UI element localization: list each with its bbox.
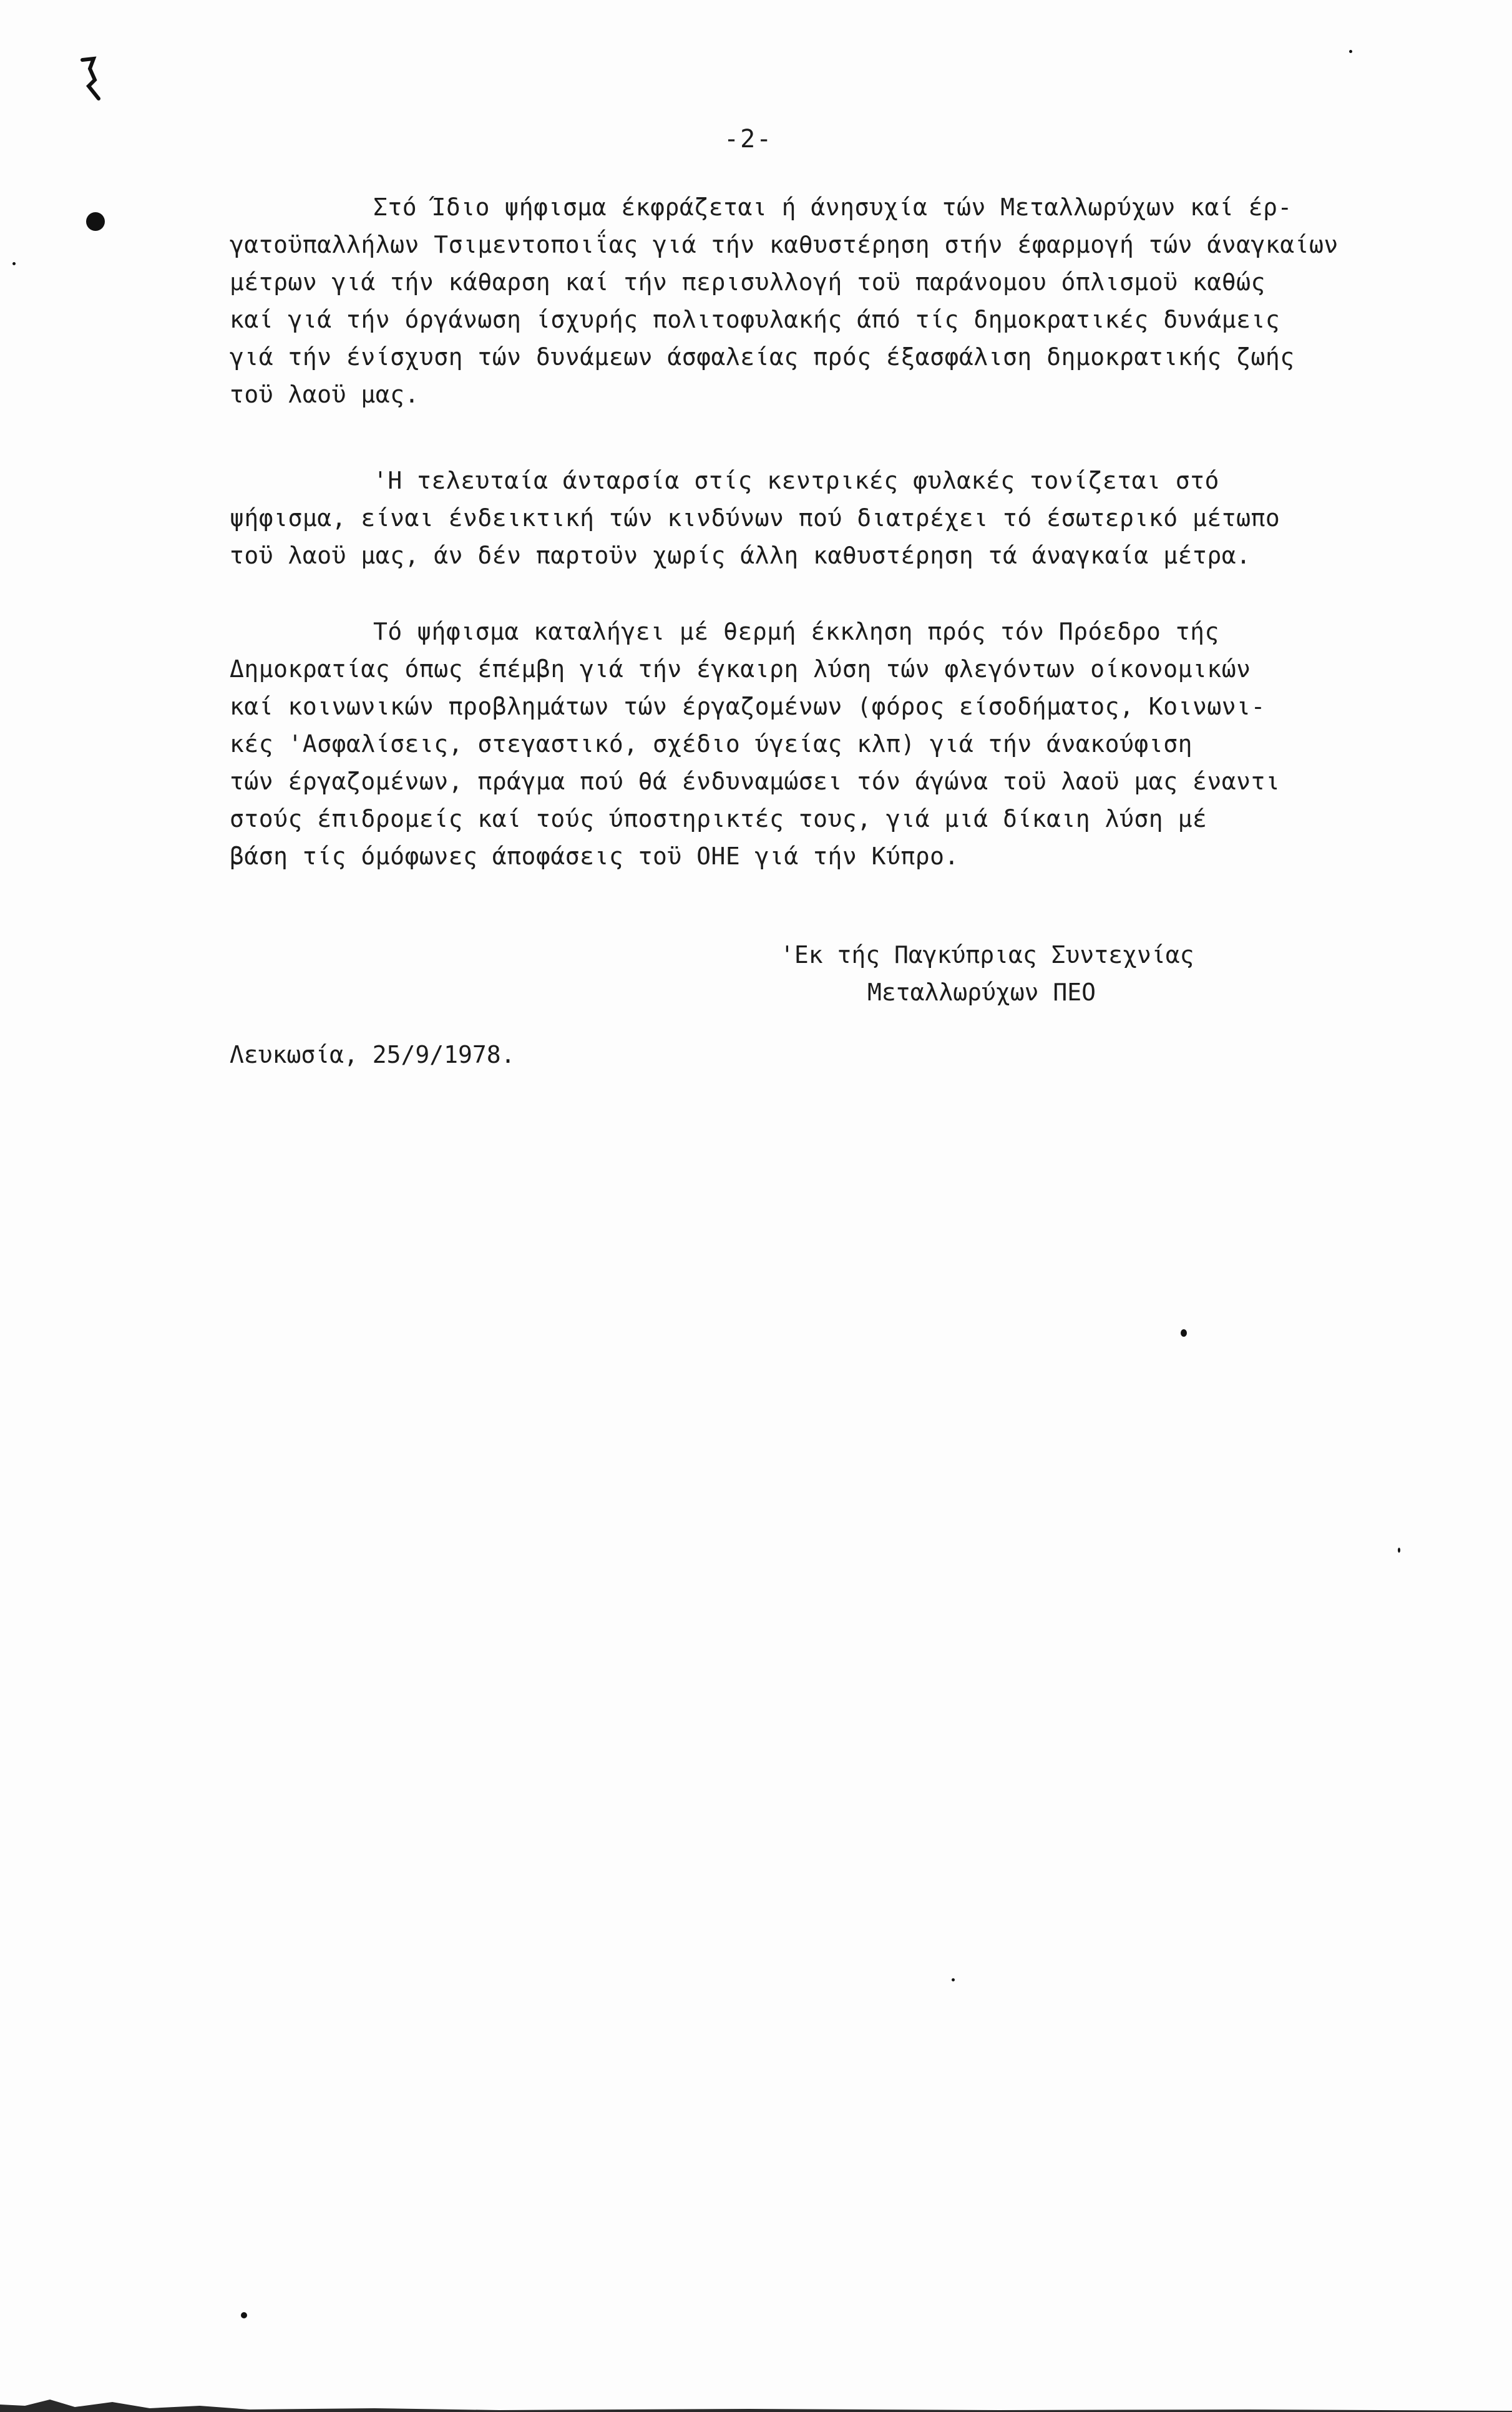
signature-union: Μεταλλωρύχων ΠΕΟ bbox=[867, 979, 1096, 1006]
hole-punch-mark bbox=[86, 212, 105, 231]
paragraph-line: γιά τήν ένίσχυση τών δυνάμεων άσφαλείας πρός έξασφάλιση δημοκρατικής ζωής bbox=[230, 343, 1295, 371]
paragraph-line: καί γιά τήν όργάνωση ίσχυρής πολιτοφυλακής άπό τίς δημοκρατικές δυνάμεις bbox=[230, 306, 1280, 333]
paragraph-line: βάση τίς όμόφωνες άποφάσεις τοϋ ΟΗΕ γιά τήν Κύπρο. bbox=[230, 842, 959, 870]
scan-speck bbox=[1349, 50, 1352, 53]
date-line: Λευκωσία, 25/9/1978. bbox=[230, 1041, 515, 1068]
signature-block bbox=[780, 936, 1194, 1011]
paragraph-line: καί κοινωνικών προβλημάτων τών έργαζομένων (φόρος είσοδήματος, Κοινωνι- bbox=[230, 693, 1266, 720]
paragraph-line: 'Η τελευταία άνταρσία στίς κεντρικές φυλακές τονίζεται στό bbox=[373, 467, 1219, 494]
paragraph-line: κές 'Ασφαλίσεις, στεγαστικό, σχέδιο ύγείας κλπ) γιά τήν άνακούφιση bbox=[230, 730, 1193, 758]
scan-speck bbox=[952, 1978, 955, 1981]
paragraph-line: Δημοκρατίας όπως έπέμβη γιά τήν έγκαιρη λύση τών φλεγόντων οίκονομικών bbox=[230, 655, 1251, 683]
scan-speck bbox=[1181, 1329, 1187, 1337]
page-number: -2- bbox=[724, 125, 773, 154]
scan-speck bbox=[12, 262, 16, 265]
paragraph-line: μέτρων γιά τήν κάθαρση καί τήν περισυλλογή τοϋ παράνομου όπλισμοϋ καθώς bbox=[230, 268, 1266, 296]
handwritten-mark bbox=[76, 55, 107, 105]
paragraph-line: στούς έπιδρομείς καί τούς ύποστηρικτές τους, γιά μιά δίκαιη λύση μέ bbox=[230, 805, 1207, 832]
paragraph-line: τών έργαζομένων, πράγμα πού θά ένδυναμώσει τόν άγώνα τοϋ λαοϋ μας έναντι bbox=[230, 768, 1280, 795]
scan-speck bbox=[1398, 1548, 1400, 1553]
paragraph-line: τοϋ λαοϋ μας. bbox=[230, 381, 419, 408]
paragraph-line: ψήφισμα, είναι ένδεικτική τών κινδύνων πού διατρέχει τό έσωτερικό μέτωπο bbox=[230, 504, 1280, 532]
scan-speck bbox=[241, 2312, 247, 2318]
scan-edge-noise bbox=[0, 2393, 1512, 2412]
paragraph-line: γατοϋπαλλήλων Τσιμεντοποιΐας γιά τήν καθυστέρηση στήν έφαρμογή τών άναγκαίων bbox=[230, 231, 1339, 258]
paragraph-line: τοϋ λαοϋ μας, άν δέν παρτοϋν χωρίς άλλη καθυστέρηση τά άναγκαία μέτρα. bbox=[230, 542, 1251, 569]
signature-organization: 'Εκ τής Παγκύπριας Συντεχνίας bbox=[780, 941, 1194, 969]
paragraph-line: Στό Ίδιο ψήφισμα έκφράζεται ή άνησυχία τών Μεταλλωρύχων καί έρ- bbox=[373, 193, 1292, 221]
paragraph-line: Τό ψήφισμα καταλήγει μέ θερμή έκκληση πρός τόν Πρόεδρο τής bbox=[373, 618, 1219, 645]
